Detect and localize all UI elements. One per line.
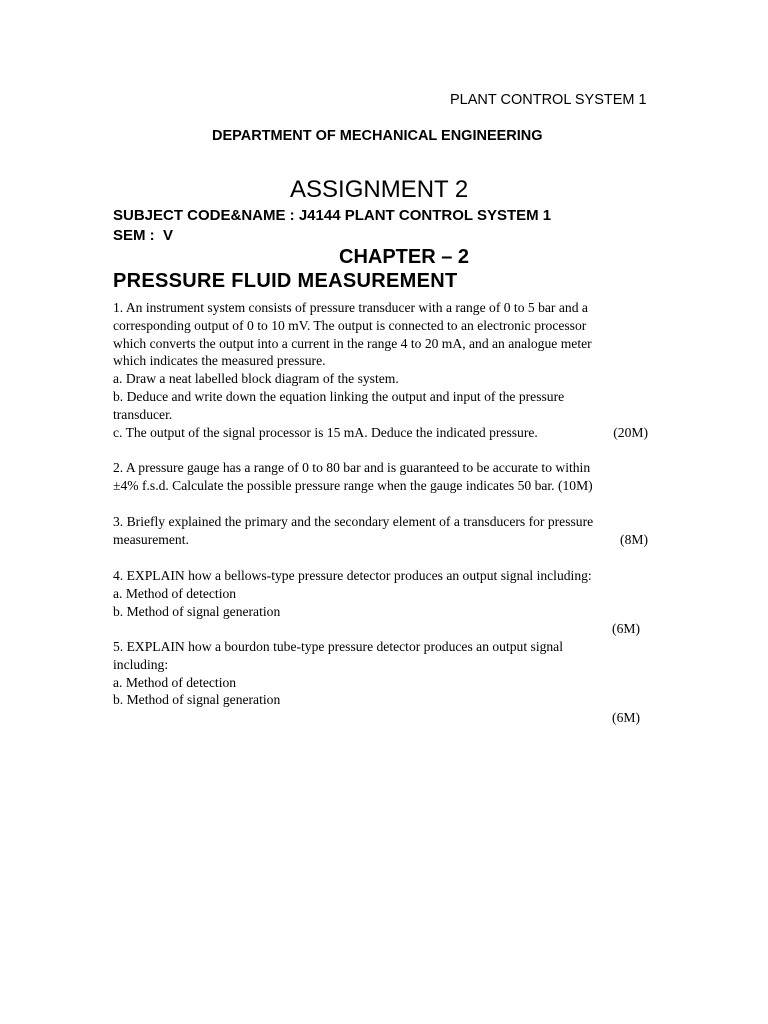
question-4-part-a: a. Method of detection xyxy=(113,585,237,601)
subject-line: SUBJECT CODE&NAME : J4144 PLANT CONTROL SYSTEM 1 xyxy=(113,207,552,224)
semester-line: SEM : V xyxy=(113,227,174,244)
question-4-line-1: 4. EXPLAIN how a bellows-type pressure detector produces an output signal including: xyxy=(113,568,592,583)
course-header: PLANT CONTROL SYSTEM 1 xyxy=(450,92,647,108)
question-1-part-c-text: c. The output of the signal processor is 15 mA. Deduce the indicated pressure. xyxy=(113,424,538,440)
question-1-part-a: a. Draw a neat labelled block diagram of the system. xyxy=(113,371,399,387)
question-1-line-2: corresponding output of 0 to 10 mV. The output is connected to an electronic processor xyxy=(113,317,587,333)
question-2-line-1: 2. A pressure gauge has a range of 0 to 80 bar and is guaranteed to be accurate to within xyxy=(113,460,591,475)
chapter-title: PRESSURE FLUID MEASUREMENT xyxy=(113,270,458,292)
question-1-part-c xyxy=(113,424,648,442)
question-4-marks: (6M) xyxy=(612,621,640,637)
question-3-line-2-text: measurement. xyxy=(113,531,189,547)
question-3-marks: (8M) xyxy=(620,531,648,547)
question-1-line-1: 1. An instrument system consists of pressure transducer with a range of 0 to 5 bar and a xyxy=(113,300,588,315)
question-1-part-b-line-2: transducer. xyxy=(113,406,173,422)
question-2 xyxy=(113,459,648,495)
question-3 xyxy=(113,513,648,549)
question-4-part-b: b. Method of signal generation xyxy=(113,603,281,619)
question-3-line-2 xyxy=(113,531,648,549)
question-5 xyxy=(113,638,648,727)
question-4 xyxy=(113,567,648,638)
question-1-line-3: which converts the output into a current in the range 4 to 20 mA, and an analogue meter xyxy=(113,335,592,351)
question-1 xyxy=(113,299,648,441)
question-1-part-b-line-1: b. Deduce and write down the equation linking the output and input of the pressure xyxy=(113,388,565,404)
question-5-part-a: a. Method of detection xyxy=(113,674,237,690)
department-heading: DEPARTMENT OF MECHANICAL ENGINEERING xyxy=(212,128,543,144)
question-5-line-1: 5. EXPLAIN how a bourdon tube-type pressure detector produces an output signal xyxy=(113,639,563,654)
question-1-marks: (20M) xyxy=(613,424,648,440)
assignment-title: ASSIGNMENT 2 xyxy=(290,176,469,203)
question-2-line-2: ±4% f.s.d. Calculate the possible pressure range when the gauge indicates 50 bar. (10M) xyxy=(113,477,593,493)
question-5-marks: (6M) xyxy=(612,710,640,726)
question-1-line-4: which indicates the measured pressure. xyxy=(113,353,326,369)
question-5-part-b: b. Method of signal generation xyxy=(113,692,281,708)
question-3-line-1: 3. Briefly explained the primary and the secondary element of a transducers for pressure xyxy=(113,514,594,529)
question-5-line-2: including: xyxy=(113,656,169,672)
chapter-number: CHAPTER – 2 xyxy=(339,246,470,268)
